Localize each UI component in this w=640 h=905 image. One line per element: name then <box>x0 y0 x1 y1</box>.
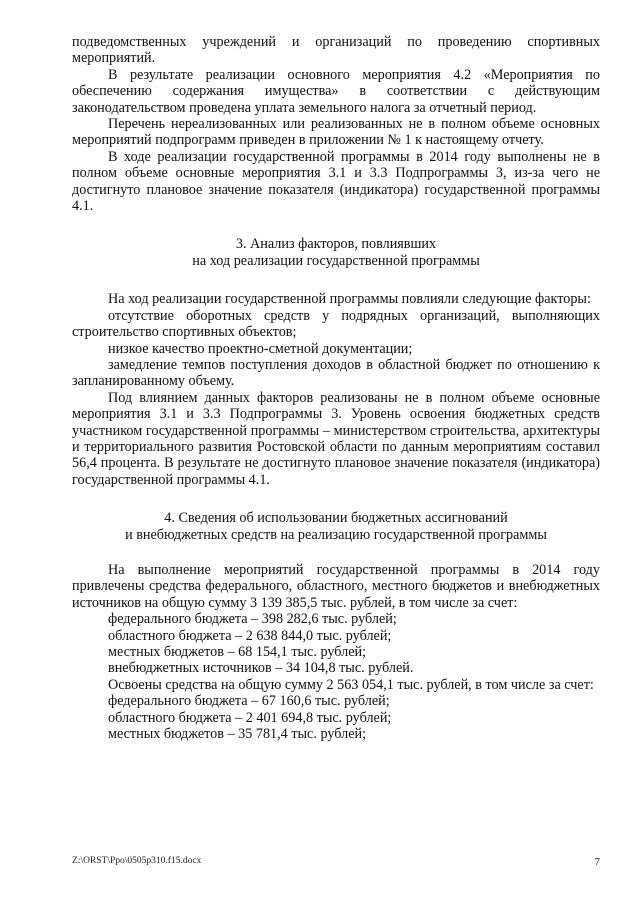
section-3-heading <box>72 236 600 269</box>
heading-line: 3. Анализ факторов, повлиявших <box>235 236 437 253</box>
paragraph: На ход реализации государственной программы повлияли следующие факторы: <box>108 291 591 308</box>
paragraph: На выполнение мероприятий государственной программы в 2014 году привлечены средства федерального, областного, местного бюджетов и внебюджетных источников на общую сумму 3 139 385,5 тыс. рублей, в том числе за счет: <box>72 561 600 611</box>
paragraph: Перечень нереализованных или реализованных не в полном объеме основных мероприятий подпрограмм приведен в приложении № 1 к настоящему отчету. <box>72 116 600 149</box>
paragraph: Освоены средства на общую сумму 2 563 054,1 тыс. рублей, в том числе за счет: <box>108 676 594 693</box>
page-number: 7 <box>594 856 600 868</box>
heading-line: на ход реализации государственной программы <box>192 252 480 269</box>
file-path: Z:\ORST\Ppo\0505p310.f15.docx <box>72 856 202 866</box>
list-item: федерального бюджета – 67 160,6 тыс. рублей; <box>108 693 390 710</box>
paragraph: В ходе реализации государственной программы в 2014 году выполнены не в полном объеме основные мероприятия 3.1 и 3.3 Подпрограммы 3, из-за чего не достигнуто плановое значение показателя (индикатора) государственной программы 4.1. <box>72 148 600 215</box>
list-item: отсутствие оборотных средств у подрядных организаций, выполняющих строительство спортивных объектов; <box>72 307 600 341</box>
list-item: федерального бюджета – 398 282,6 тыс. рублей; <box>108 611 397 628</box>
paragraph: подведомственных учреждений и организаций по проведению спортивных мероприятий. <box>72 34 600 67</box>
list-item: областного бюджета – 2 401 694,8 тыс. рублей; <box>108 709 392 726</box>
list-item: замедление темпов поступления доходов в областной бюджет по отношению к запланированному объему. <box>72 356 600 390</box>
list-item: низкое качество проектно-сметной документации; <box>108 340 413 357</box>
list-item: внебюджетных источников – 34 104,8 тыс. рублей. <box>108 660 414 677</box>
list-item: местных бюджетов – 35 781,4 тыс. рублей; <box>108 726 367 743</box>
paragraph: В результате реализации основного мероприятия 4.2 «Мероприятия по обеспечению содержания имущества» в соответствии с действующим законодательством проведена уплата земельного налога за отчетный период. <box>72 66 600 116</box>
section-4-heading <box>72 510 600 543</box>
heading-line: и внебюджетных средств на реализацию государственной программы <box>125 526 547 543</box>
heading-line: 4. Сведения об использовании бюджетных ассигнований <box>164 510 508 527</box>
paragraph: Под влиянием данных факторов реализованы не в полном объеме основные мероприятия 3.1 и 3.3 Подпрограммы 3. Уровень освоения бюджетных средств участником государственной программы – министерством строительства, архитектуры и территориального развития Ростовской области по данным мероприятиям составил 56,4 процента. В результате не достигнуто плановое значение показателя (индикатора) государственной программы 4.1. <box>72 389 600 488</box>
list-item: областного бюджета – 2 638 844,0 тыс. рублей; <box>108 627 392 644</box>
list-item: местных бюджетов – 68 154,1 тыс. рублей; <box>108 644 367 660</box>
